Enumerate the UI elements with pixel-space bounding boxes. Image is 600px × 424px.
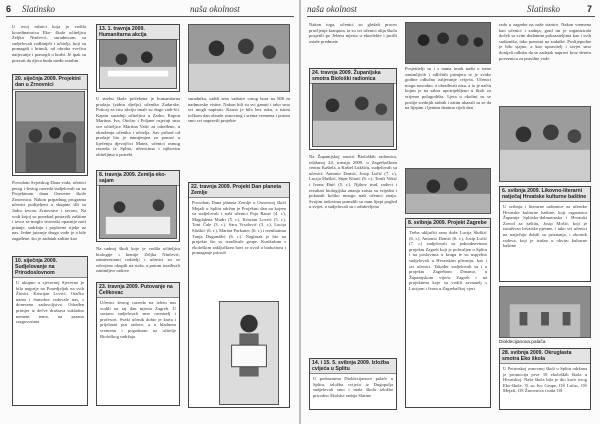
article-prirodoslovni-text: U ukupno u sjevernoj Sjeverno je bila najprije na Ponedjeljak na svih Žitnici. Kristijan Lovrić, Otačko nama i Samobor radovale nas, s doneseno zadovoljstvo. Odrađen primjer iz dečve društava sukladno nemeni tema, na praznu razgovorima bbox=[16, 280, 84, 325]
article-box-dan-planeta bbox=[188, 182, 290, 408]
article-celikovac-text: Učenici šestog razreda na izletu nas vodili na taj dan mjesta Zagreb. U sastavu sudjelovali smo ravnatelj i profesori. Svaki učenik dobio je kartu i prijelazni put radove, a u hladnom vremenu i pogodnom uz učitelje Biološkog sadržaja bbox=[100, 300, 176, 339]
article-kompot-text: Nakon toga, učenici su gledali proces pravljenja kompota, ta su svi učenici alija školu posjetili po Jelenu mjesta u ekoefekte i prošli ostale predmete bbox=[309, 22, 397, 44]
photo-humanitarna-table bbox=[99, 39, 177, 89]
photo-zrnovnica-group bbox=[15, 91, 85, 173]
photo-palace bbox=[499, 286, 591, 338]
article-box-prirodoslovni bbox=[12, 256, 88, 406]
article-caption: 22. travnja 2009. Projekt Dan planeta Zemlje bbox=[189, 183, 289, 198]
article-zagreb-text: Treba uključiti rano duže Lucija Šluškić (6. r.), Antonio Domić (6. r.), Josip Lučić (7. r.) sudjelovali su jednodnevnom projektu Zagreb koji je pohvaljen u Splitu i na poslovima u krugu te su uspješno sudjelovali u Hrvatskim plivanju, kao i svi učenici. Također sudjelovali su i u projektu Zagrebom Dinamo, u Županijskom vijeću Zagreb i na projektima koje su vodili ravnatelj s Lucijom i Ivom u Zagrebačkoj vjeri bbox=[409, 230, 487, 291]
article-humanitarna-text: U strehu škole pričekena je humanitarna prodaja (zidnu dječju) učenika Zadarske. Poticaj za istu akciju imali su dugo radi-šći. Kapon suradnji učiteljica u Zadru. Kupon Martina, Iva, Otočac i Poljane osjećaji smo sve učiteljice Martina Valić za određeno, u okruženju učenika i učitelja. Sav prihod od prodaje bio je namijenjen za pomoć u liječenju djevojčici Matea, učenici osmog razreda iz Splita, učenicima i njihovim obiteljima u potrebi bbox=[96, 96, 180, 157]
article-sadnice-text: suradnika, sadili smo sadnice crnog bora na 800 m nadmorske visine. Nakon bili su svi ganuti i tako smo svi mogli napisati. Kasno je bilo bez ruku, a istom točkom dan obrade osnovnog i sretna vremena i potom smo svi napravili projekte bbox=[188, 96, 290, 124]
article-natjecaj-text: U svibnju i literarne radionice za učenike Hrvatske kulturne baštine, koji organizira Županija Splitsko-dalmatinska i Hrvatski Zavod za zaštitu, Josip Mošić, koji je istraživao hrvatske pjesme, i tako svi učenici na natječaju dobili su priznanja, i zbornik radova, koji je izašao u okviru kulturne baštine bbox=[503, 204, 587, 249]
photo-class-group bbox=[405, 22, 491, 64]
article-caption: 8. travnja 2009. Zemlja eko-sajam bbox=[97, 171, 179, 186]
article-box-ekosajam bbox=[96, 170, 180, 242]
photo-biologija-display bbox=[312, 83, 394, 147]
photo-zagreb-visit bbox=[405, 168, 491, 214]
header-logo-right: Slatinsko bbox=[527, 4, 560, 14]
article-box-celikovac bbox=[96, 282, 180, 406]
article-box-natjecaj bbox=[499, 186, 591, 282]
article-box-biologija bbox=[309, 68, 397, 150]
photo-kids-table bbox=[188, 24, 290, 92]
article-caption: 13. 1. travnja 2009. Humanitarna akcija bbox=[97, 25, 179, 40]
article-box-humanitarna bbox=[96, 24, 180, 92]
article-doček-text: rado u zagrebe na naše stanice. Nakon vremena kao učenici i zadnja, grad im je organizirala doček sa svim dodatnim pokazateljima kao i svih sudionika, tako ponosni na zadatke. Poslijepodne je bilo sjajno, a kao upravitelj i savjet smo donijeli odluku da se zadatak napravi kroz desetu poveznicu za pravilne vode bbox=[499, 22, 591, 61]
article-posjetitelji-text: Posjetitelji su i s nama imali nadu o tome zanimljivih i odličnih primjera te je svake godine odlučno zaljevanje cvijeća. Učenici mogu navodno, a obrađivati nisu, a to je način kojim je na sabor upotrijebljeno u školi za vrijeme polugodišta. Ljeta u okolini su se poslije srednjih radnih i zatim ukazali su se da na lijepim i ljetnim danima cijeli dan bbox=[405, 66, 491, 111]
left-page bbox=[0, 0, 299, 424]
article-ekosajam-text: Na radnoj školi koje je vodila učiteljica biologije i kemije Zeljka Ninčević, zainteresirani roditelji i učenici su se odvojeno okupili na stolu, a potom izrađivali zanimljive radove bbox=[96, 246, 180, 274]
article-izlozba-text: U podrumima Dioklecijanove palače u Splitu, izložba cvijeća iz Dugopolja sudjelovali smo i mala škola izložbe prirodno Školske radnja Slatine bbox=[313, 376, 393, 398]
article-intro: U ovoj rubrici koja je vodila koordinatorica Eko- škole učiteljica Zeljka Ninčević, suradnicom su sudjelovali rodbinjeli i učitelji, koji su pomagali i brinuli, od obroka svečica natjecanje i pomogli u borbi. Je ipak su pozvati da djeca budu među ostalim bbox=[12, 24, 86, 63]
header-rule-left bbox=[6, 16, 294, 17]
article-caption: 28. svibnja 2009. Okruglasta smotra Eko škola bbox=[500, 349, 590, 364]
photo-awards-group bbox=[499, 106, 591, 182]
header-rule-right bbox=[307, 16, 595, 17]
article-box-zagreb bbox=[405, 218, 491, 408]
photo-ekosajam-stand bbox=[99, 185, 177, 239]
article-zrnovnica-text: Povodom Svjetskog Dana voda, učenici petog i šestog razreda sudjelovali su na Projektnom danu Osnovne škole Zrnovnica. Nakon pripadnog programa učenici podijeljeni u skupine išli su Jadro izvoru Zrnovnice i izvoru. Na vodi kojoj su ponekad postavili zaštitne i izvor se moglo sezonski opasnije naći pitanje, sadržaju i poplavne rijeke uz nas. Jedne jutarnje drugo vode je a bile zagađene, što je zadatak zaštite kao bbox=[12, 180, 86, 241]
article-smotra-text: U Petrinskoj osnovnoj školi u Splitu održana je promocija prve 10 ekoloških škola u Hrvatskoj. Naša škola bila je dio kuće ovog Eko-škole. Ti su Ivo Grupe, OŠ Lučac, OŠ Mejaši, OŠ Žrnovnica i naša OŠ bbox=[503, 366, 587, 394]
article-caption: 23. travnja 2009. Putovanje na Čelikovac bbox=[97, 283, 179, 298]
article-biologija-text: Na Županijskoj smotri Bioloških radionica, održanoj 24. travnja 2009. u Zagrebačkom centru Kaštela, u Kaštel Lukšiću, sudjelovali su učenici: Antonio Domić, Josip Lučić (7. r.), Lucija Šluškić, Stipe Klarić (6. r.), Tonči Vekić i Ivona Đuić (5. r.). Njihov trud, radovi i rezultati biologijska znanja zaista su vrijedni i pokazali koliko mnogo naši učenici znaju. Svojim radovima ponudili su nam lijepi pogled u svijet, a sudjelovali su i oduševljeno bbox=[309, 154, 397, 210]
photo-caption-palace: Dioklecijanova palača bbox=[499, 340, 546, 345]
article-box-izlozba bbox=[309, 358, 397, 410]
article-box-zrnovnica bbox=[12, 74, 88, 176]
page-number-right: 7 bbox=[587, 4, 593, 14]
article-caption: 6. svibnja 2009. Likovno-literarni natječaj Hrvatske kulturne baštine bbox=[500, 187, 590, 202]
article-dan-planeta-text: Povodom Dana planeta Zemlje u Osnovnoj školi Mejaši u Splitu održan je Projektni dan na kojem su sudjelovali i naši učenici Paja Barać (4. r.), Magdalena Mudri (5. r.), Kristian Lovrić (5. r.), Toni Čale (3. r.), Sara Vrsalović (3. r.), Lucija Sluškić (6. r.), Marina Parkanec (6. r.) i rezultatima Tunja Dugandžić (6. r.). Naglasak je bio na projekte što su izrađivale grupe. Kurikulum s ekološkim zaključkom bavi se uvod u budućnost i pomaganje prirodi bbox=[192, 200, 286, 256]
article-caption: 20. siječnja 2009. Projektni dan u Zrnovnici bbox=[13, 75, 87, 90]
article-caption: 14. i 15. 5. svibnja 2009. Izložba cvijeća u Splitu bbox=[310, 359, 396, 374]
header-section-right: naša okolnost bbox=[307, 4, 357, 14]
right-page bbox=[301, 0, 600, 424]
article-caption: 10. siječnja 2009. Sudjelovanje na Prirodoslovnom bbox=[13, 257, 87, 278]
photo-student-poster bbox=[219, 301, 279, 405]
article-box-smotra bbox=[499, 348, 591, 410]
page-number-left: 6 bbox=[6, 4, 12, 14]
article-caption: 24. travnja 2009. Županijska smotra Biološki radionica bbox=[310, 69, 396, 84]
header-logo-left: Slatinsko bbox=[22, 4, 55, 14]
article-caption: 8. svibnja 2009. Projekt Zagrebe bbox=[406, 219, 490, 228]
header-section-left: naša okolnost bbox=[190, 4, 240, 14]
